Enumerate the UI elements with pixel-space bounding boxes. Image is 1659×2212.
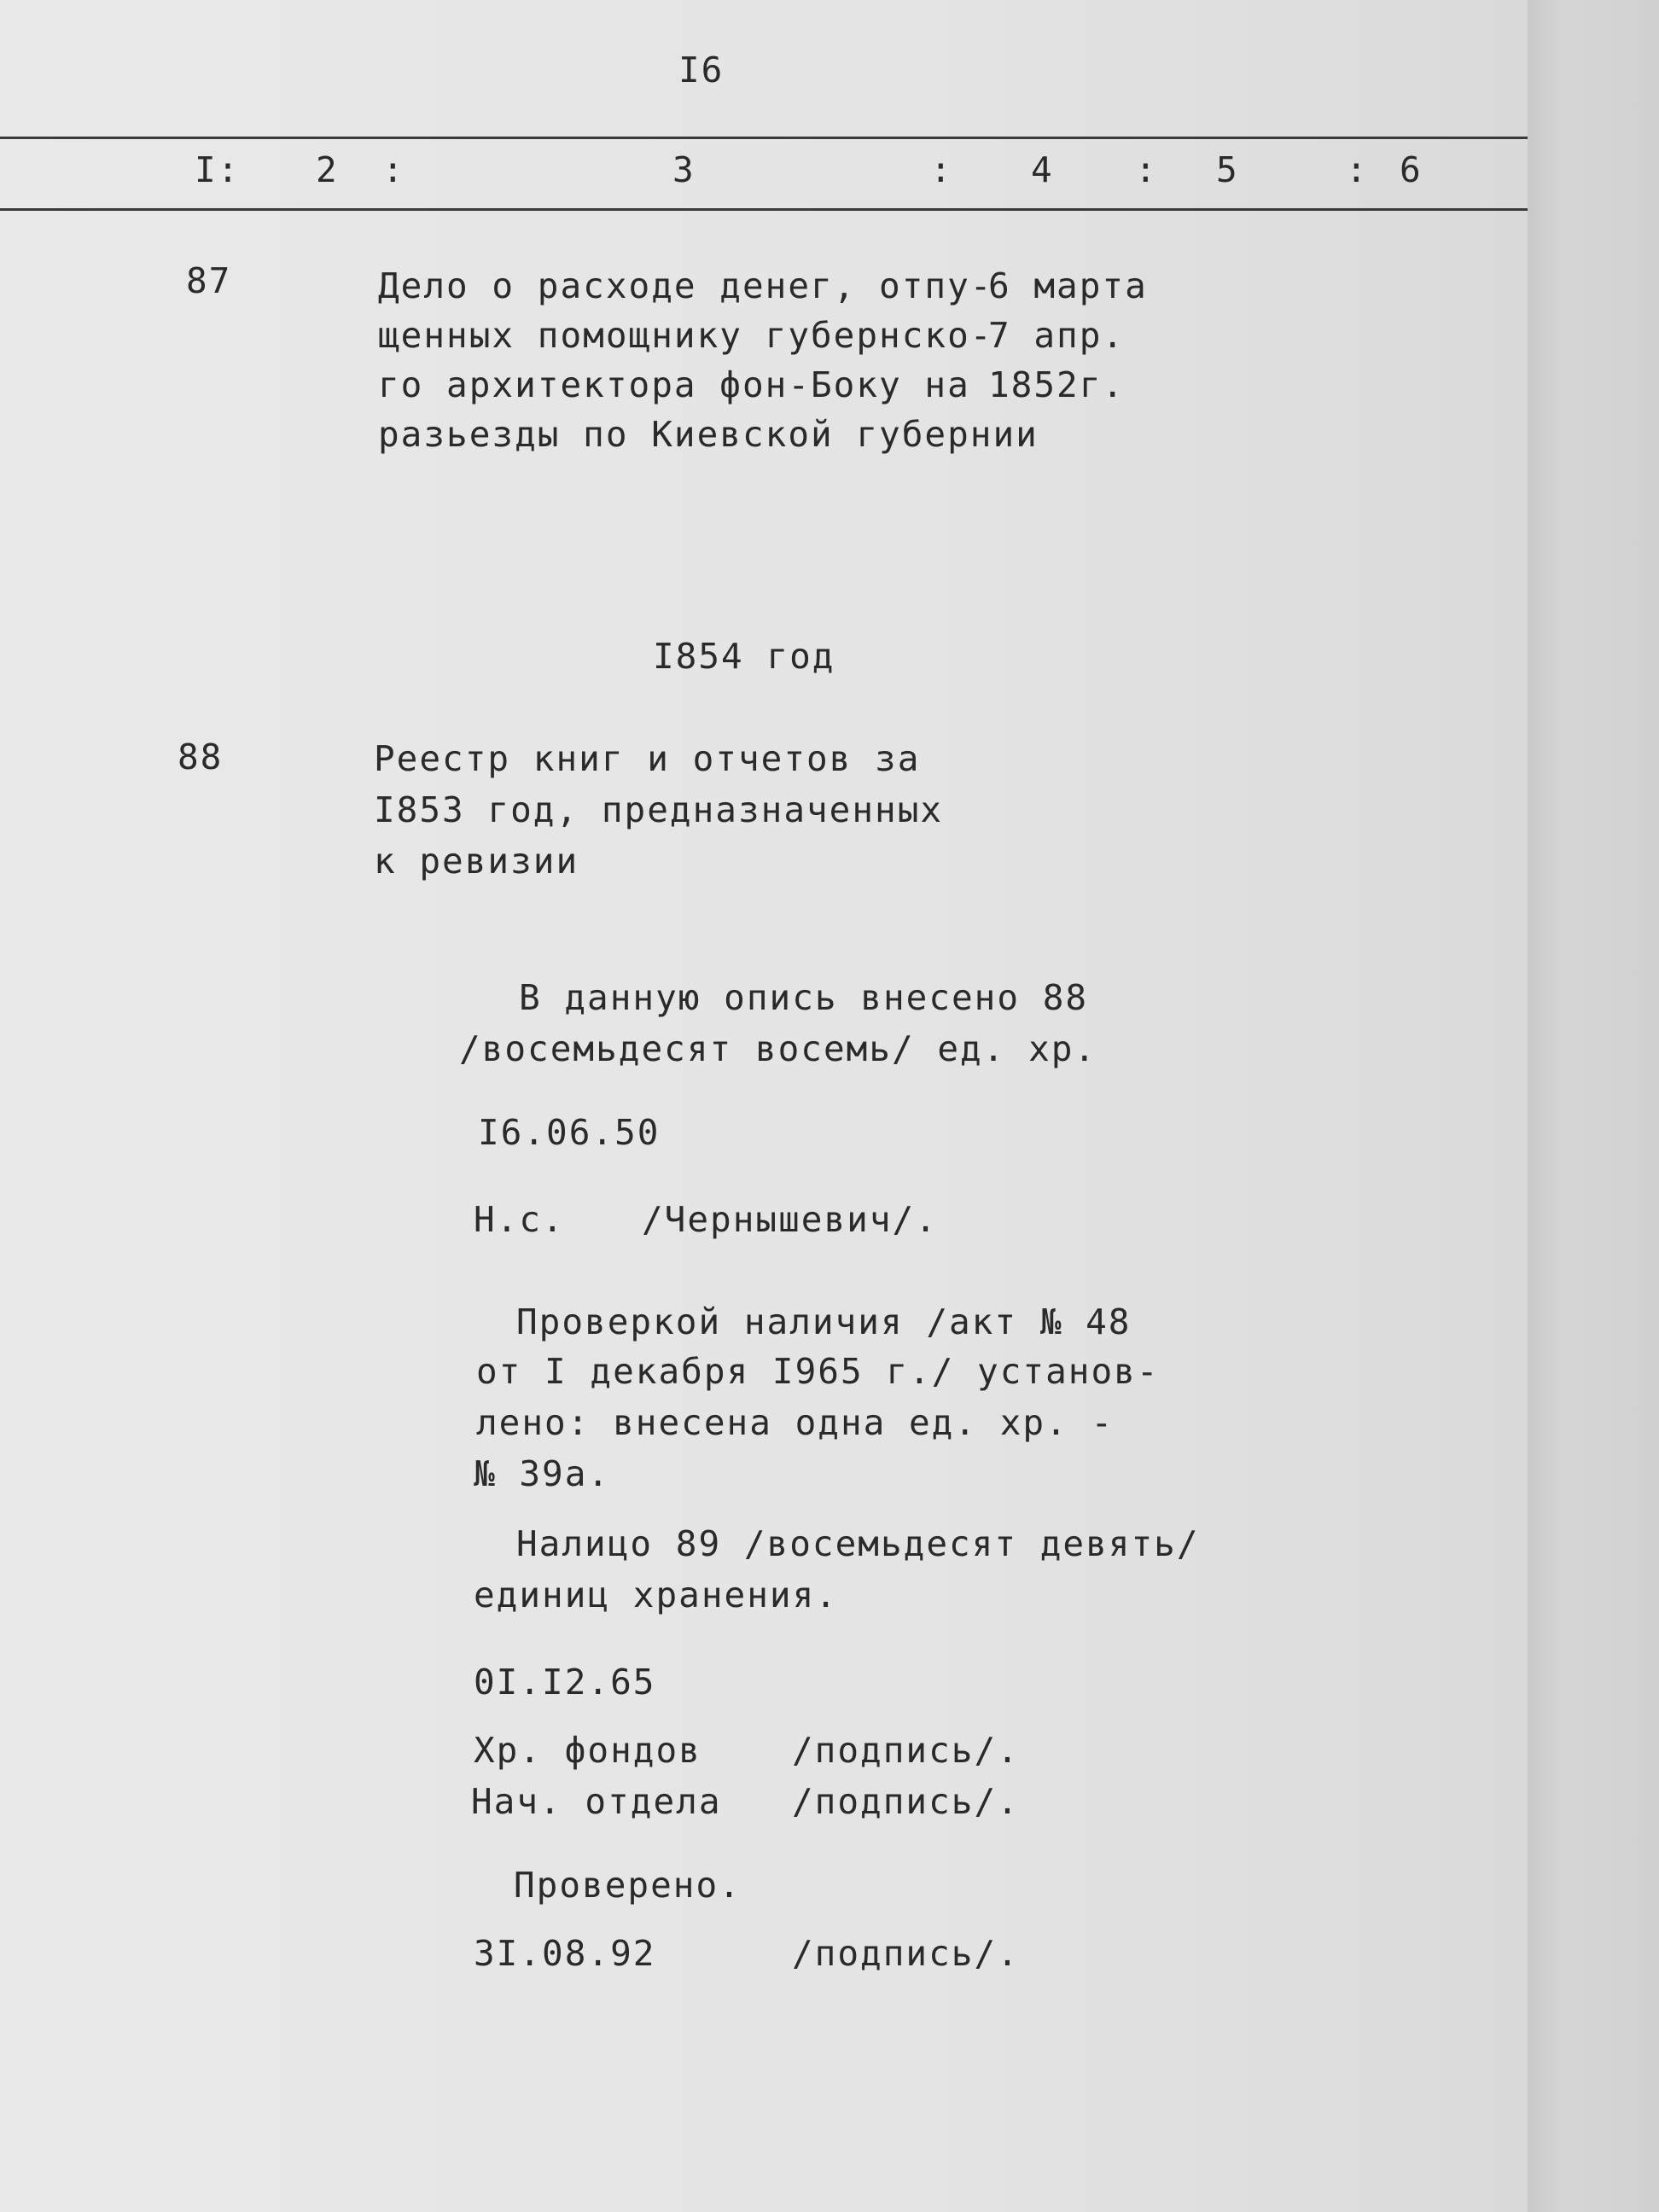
signature-mark: /подпись/.: [792, 1730, 1020, 1771]
entry-title-line: к ревизии: [374, 841, 579, 882]
column-separator: :: [1346, 149, 1369, 190]
signature-mark: /подпись/.: [792, 1781, 1020, 1822]
column-header-2: 2: [316, 149, 339, 190]
signer-name: /Чернышевич/.: [642, 1199, 938, 1240]
summary-line: /восемьдесят восемь/ ед. хр.: [459, 1028, 1097, 1069]
entry-title-line: I853 год, предназначенных: [374, 789, 944, 830]
entry-title-line: щенных помощнику губернско-: [378, 315, 993, 356]
header-rule-top: [0, 137, 1528, 139]
verified-date: 3I.08.92: [474, 1933, 656, 1974]
column-header-4: 4: [1031, 149, 1054, 190]
entry-date-line: 7 апр.: [988, 315, 1126, 356]
present-line: Налицо 89 /восемьдесят девять/: [516, 1523, 1200, 1564]
verified-label: Проверено.: [514, 1865, 742, 1906]
entry-number: 87: [186, 260, 232, 301]
entry-title-line: Дело о расходе денег, отпу-: [378, 265, 993, 306]
check-date: 0I.I2.65: [474, 1662, 656, 1703]
page-number: I6: [678, 49, 725, 90]
header-rule-bottom: [0, 208, 1528, 211]
signer-title: Н.с.: [474, 1199, 565, 1240]
entry-title-line: Реестр книг и отчетов за: [374, 738, 921, 779]
entry-date-line: 1852г.: [988, 364, 1126, 405]
column-header-6: 6: [1400, 149, 1423, 190]
entry-title-line: го архитектора фон-Боку на: [378, 364, 970, 405]
entry-number: 88: [178, 736, 224, 777]
signature-title: Хр. фондов: [474, 1730, 701, 1771]
column-separator: :: [1135, 149, 1158, 190]
check-line: от I декабря I965 г./ установ-: [476, 1351, 1160, 1392]
entry-title-line: разьезды по Киевской губернии: [378, 414, 1039, 455]
present-line: единиц хранения.: [474, 1575, 838, 1615]
column-header-1: I:: [195, 149, 241, 190]
check-line: № 39а.: [474, 1453, 611, 1494]
page-edge: [1528, 0, 1659, 2212]
year-heading: I854 год: [653, 636, 835, 677]
check-line: Проверкой наличия /акт № 48: [516, 1301, 1132, 1342]
column-header-5: 5: [1216, 149, 1239, 190]
summary-date: I6.06.50: [478, 1112, 661, 1153]
entry-date-line: 6 марта: [988, 265, 1148, 306]
summary-line: В данную опись внесено 88: [519, 977, 1089, 1018]
column-separator: :: [382, 149, 405, 190]
check-line: лено: внесена одна ед. хр. -: [476, 1402, 1115, 1443]
signature-title: Нач. отдела: [471, 1781, 722, 1822]
column-separator: :: [930, 149, 953, 190]
column-header-3: 3: [672, 149, 696, 190]
verified-signature: /подпись/.: [792, 1933, 1020, 1974]
